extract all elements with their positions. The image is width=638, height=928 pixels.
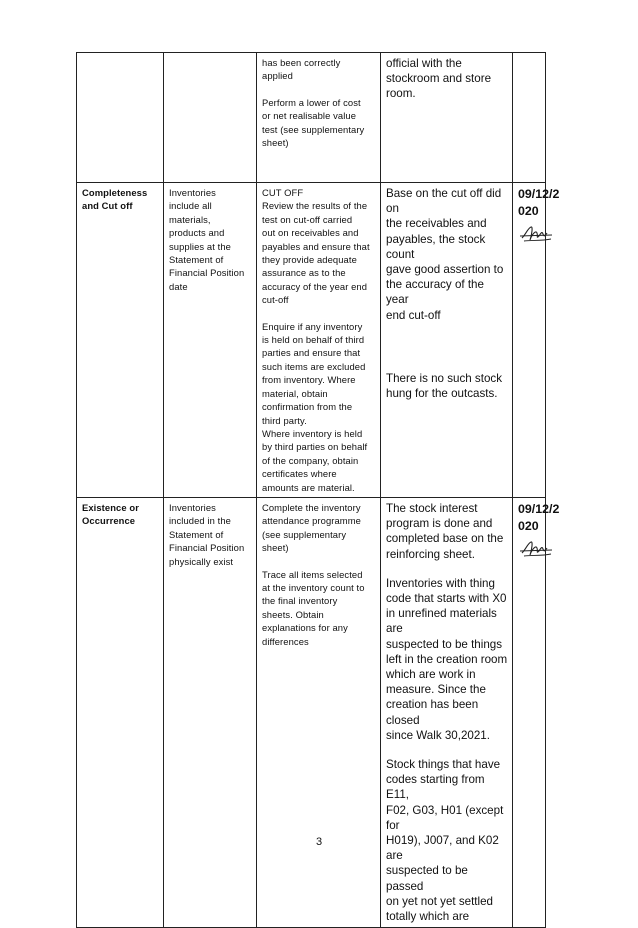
assertion-text: Existence or Occurrence (82, 501, 139, 527)
finding-text: Base on the cut off did on the receivables and payables, the stock count gave good assertion to the accuracy of the year end cut-off (386, 187, 504, 322)
date-text: 09/12/2 020 (518, 501, 560, 533)
procedure-text: Perform a lower of cost or net realisable value test (see supplementary sheet) (262, 96, 365, 149)
table-row (77, 53, 546, 183)
procedure-text: Trace all items selected at the inventory count to the final inventory sheets. Obtain explanations for any differences (262, 568, 365, 647)
findings-cell (381, 53, 513, 183)
procedure-text: CUT OFF Review the results of the test on cut-off carried out on receivables and payables and ensure that they provide adequate assurance as to the accuracy of the year end cut-off (262, 187, 370, 306)
signature-icon (518, 539, 554, 561)
date-cell (513, 53, 546, 183)
procedure-cell (257, 53, 381, 183)
audit-procedures-table (76, 52, 560, 928)
objective-cell (164, 53, 257, 183)
procedure-text: Complete the inventory attendance programme (see supplementary sheet) (262, 501, 361, 554)
table-row (77, 183, 546, 498)
assertion-cell (77, 53, 164, 183)
date-cell (513, 183, 560, 498)
objective-cell (164, 497, 257, 927)
assertion-cell (77, 497, 164, 927)
findings-cell (381, 497, 513, 927)
finding-text: There is no such stock hung for the outcasts. (386, 371, 502, 401)
objective-text: Inventories include all materials, products and supplies at the Statement of Financial Position date (169, 187, 245, 292)
objective-text: Inventories included in the Statement of Financial Position physically exist (169, 501, 245, 567)
finding-text: Stock things that have codes starting from E11, F02, G03, H01 (except for H019), J007, and K02 are suspected to be passed on yet not yet settled totally which are (386, 757, 504, 924)
assertion-text: Completeness and Cut off (82, 187, 148, 212)
finding-text: official with the stockroom and store room. (386, 57, 492, 101)
procedure-text: Enquire if any inventory is held on behalf of third parties and ensure that such items are excluded from inventory. Where material, obtain confirmation from the third party. Where inventory is held by third parties on behalf of the company, obtain certificates where amounts are material. (262, 320, 368, 493)
page-number: 3 (315, 836, 323, 848)
findings-cell (381, 183, 513, 498)
procedure-cell (257, 497, 381, 927)
date-text: 09/12/2 020 (518, 187, 560, 218)
objective-cell (164, 183, 257, 498)
finding-text: Inventories with thing code that starts with X0 in unrefined materials are suspected to be things left in the creation room which are work in measure. Since the creation has been closed since Walk 30,2021. (386, 576, 508, 742)
date-cell (513, 497, 560, 927)
procedure-text: has been correctly applied (262, 57, 341, 82)
table-row (77, 497, 546, 927)
signature-icon (518, 224, 554, 246)
procedure-cell (257, 183, 381, 498)
assertion-cell (77, 183, 164, 498)
finding-text: The stock interest program is done and completed base on the reinforcing sheet. (386, 501, 504, 561)
